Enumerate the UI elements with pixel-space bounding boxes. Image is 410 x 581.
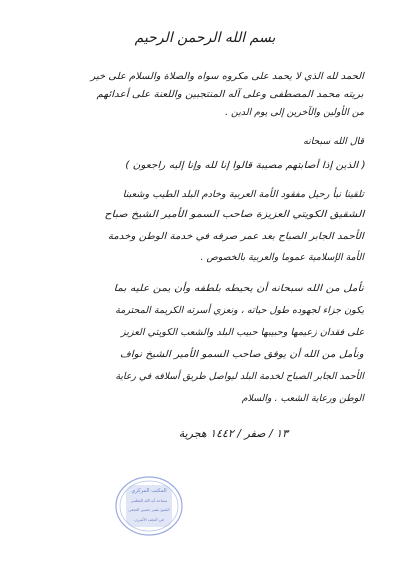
quran-intro: قال الله سبحانه <box>303 136 364 147</box>
basmala-heading: بسم الله الرحمن الرحيم <box>134 30 276 46</box>
letter-line: نأمل من الله سبحانه أن يحيطه بلطفه وأن يمن عليه بما <box>113 283 364 294</box>
letter-line: الحمد لله الذي لا يحمد على مكروه سواه والصلاة والسلام على خير <box>90 71 364 82</box>
letter-line: يكون جزاء لجهوده طول حياته ، ونعزي أسرته الكريمة المحترمة <box>115 305 364 316</box>
stamp-line: في النجف الأشرف <box>134 517 164 522</box>
quran-verse: ( الذين إذا أصابتهم مصيبة قالوا إنا لله وإنا إليه راجعون ) <box>125 160 366 171</box>
letter-line: من الأولين والآخرين إلى يوم الدين . <box>225 107 364 118</box>
stamp-line: سماحة آية الله العظمى <box>130 498 168 503</box>
letter-line: الأمة الإسلامية عموما والعربية بالخصوص . <box>200 252 364 263</box>
letter-line: الوطن ورعاية الشعب . والسلام <box>241 393 364 404</box>
letter-date: ١٣ / صفر / ١٤٤٢ هجرية <box>178 427 288 440</box>
letter-line: على فقدان زعيمها وحبيبها حبيب البلد والشعب الكويتي العزيز <box>120 327 364 338</box>
letter-line: الأحمد الجابر الصباح بعد عمر صرفه في خدمة الوطن وخدمة <box>107 231 364 242</box>
stamp-line: المكتب المركزي <box>131 488 167 494</box>
letter-line: الشقيق الكويتي العزيزة صاحب السمو الأمير الشيخ صباح <box>104 209 364 220</box>
stamp-line: الشيخ بشير حسين النجفي <box>128 507 170 512</box>
letter-line: تلقينا نبأ رحيل مفقود الأمة العربية وخادم البلد الطيب وشعبنا <box>122 189 364 200</box>
letter-line: الأحمد الجابر الصباح لخدمة البلد ليواصل طريق أسلافه في رعاية <box>115 371 364 382</box>
office-stamp <box>114 475 184 537</box>
letter-line: بريته محمد المصطفى وعلى آله المنتجبين واللعنة على أعدائهم <box>96 89 364 100</box>
letter-line: ونأمل من الله أن يوفق صاحب السمو الأمير الشيخ نواف <box>120 349 364 360</box>
